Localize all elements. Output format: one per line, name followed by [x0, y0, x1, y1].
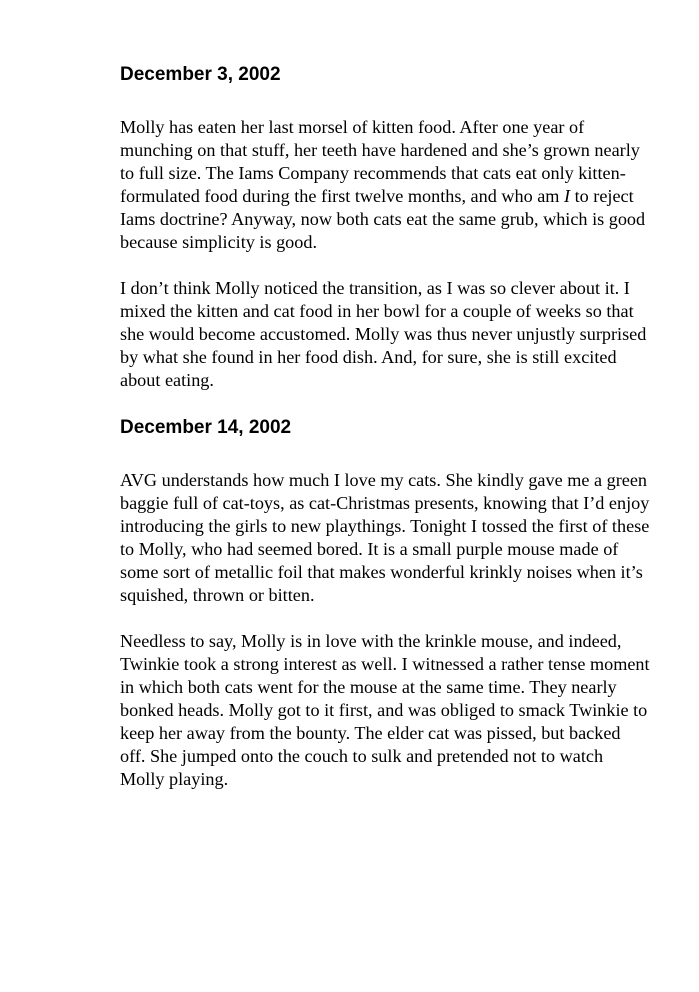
entry-paragraph [120, 630, 650, 791]
entry-date-heading: December 3, 2002 [120, 64, 281, 85]
entry-paragraph [120, 277, 650, 392]
paragraph-text: Needless to say, Molly is in love with the krinkle mouse, and indeed, Twinkie took a strong interest as well. I witnessed a rather tense moment in which both cats went for the mouse at the same time. They nearly bonked heads. Molly got to it first, and was obliged to smack Twinkie to keep her away from the bounty. The elder cat was pissed, but backed off. She jumped onto the couch to sulk and pretended not to watch Molly playing. [120, 631, 650, 789]
emphasized-text: I [564, 186, 571, 206]
journal-entry [120, 415, 650, 791]
paragraph-text: AVG understands how much I love my cats. She kindly gave me a green baggie full of cat-toys, as cat-Christmas presents, knowing that I’d enjoy introducing the girls to new playthings. Tonight I tossed the first of these to Molly, who had seemed bored. It is a small purple mouse made of some sort of metallic foil that makes wonderful krinkly noises when it’s squished, thrown or bitten. [120, 470, 650, 605]
journal-entry [120, 62, 650, 392]
entry-paragraph [120, 469, 650, 607]
paragraph-text: Molly has eaten her last morsel of kitten food. After one year of munching on that stuff, her teeth have hardened and she’s grown nearly to full size. The Iams Company recommends that cats eat only kitten-formulated food during the first twelve months, and who am [120, 117, 640, 206]
paragraph-text: I don’t think Molly noticed the transition, as I was so clever about it. I mixed the kitten and cat food in her bowl for a couple of weeks so that she would become accustomed. Molly was thus never unjustly surprised by what she found in her food dish. And, for sure, she is still excited about eating. [120, 278, 647, 390]
entry-paragraph [120, 116, 650, 254]
paragraph-text: to reject Iams doctrine? Anyway, now both cats eat the same grub, which is good because simplicity is good. [120, 186, 646, 252]
entry-date-heading: December 14, 2002 [120, 417, 292, 438]
document-page [120, 62, 650, 814]
